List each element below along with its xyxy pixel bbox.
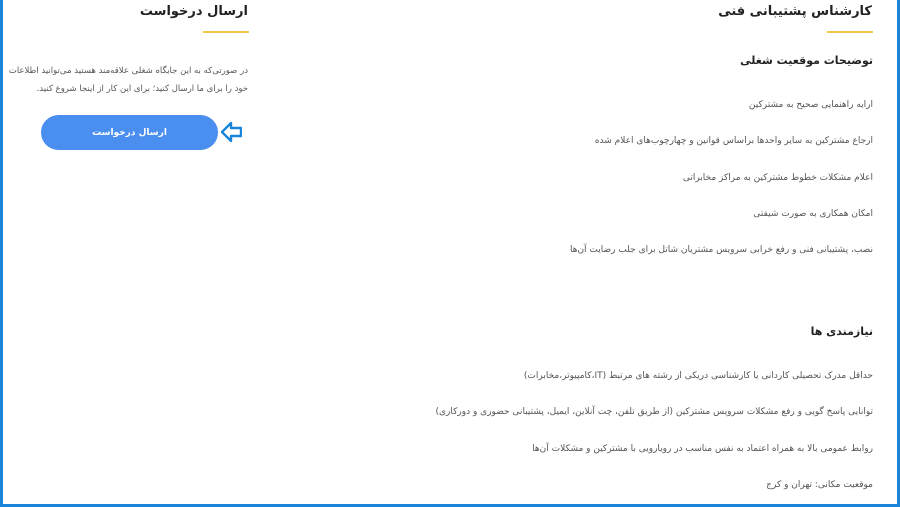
job-title-underline [827,31,873,33]
description-item: اعلام مشکلات خطوط مشترکین به مراکز مخابراتی [682,173,873,183]
submit-request-button[interactable]: ارسال درخواست [41,115,218,150]
apply-description: در صورتی‌که به این جایگاه شغلی علاقه‌مند هستید می‌توانید اطلاعات خود را برای ما ارسال کنید؛ برای این کار از اینجا شروع کنید. [8,66,248,94]
description-item: امکان همکاری به صورت شیفتی [753,209,873,219]
requirement-item: روابط عمومی بالا به همراه اعتماد به نفس مناسب در رویارویی با مشترکین و مشکلات آن‌ها [532,444,873,454]
description-item: ارایه راهنمایی صحیح به مشترکین [748,100,873,110]
apply-title-underline [203,31,249,33]
description-heading: توضیحات موقعیت شغلی [740,54,873,67]
description-item: ارجاع مشترکین به سایر واحدها براساس قوانین و چهارچوب‌های اعلام شده [594,136,873,146]
requirement-item: توانایی پاسخ گویی و رفع مشکلات سرویس مشترکین (از طریق تلفن، چت آنلاین، ایمیل، پشتیبانی حضوری و دورکاری) [435,407,873,417]
requirement-item: حداقل مدرک تحصیلی کاردانی یا کارشناسی دریکی از رشته های مرتبط (IT،کامپیوتر،مخابرات) [523,371,873,381]
arrow-left-icon [221,121,242,143]
description-item: نصب، پشتیبانی فنی و رفع خرابی سرویس مشتریان شاتل برای جلب رضایت آن‌ها [569,245,873,255]
requirements-heading: نیازمندی ها [810,325,873,338]
requirement-item: موقعیت مکانی: تهران و کرج [766,480,873,490]
job-title: کارشناس پشتیبانی فنی [718,4,872,19]
apply-title: ارسال درخواست [139,4,248,19]
